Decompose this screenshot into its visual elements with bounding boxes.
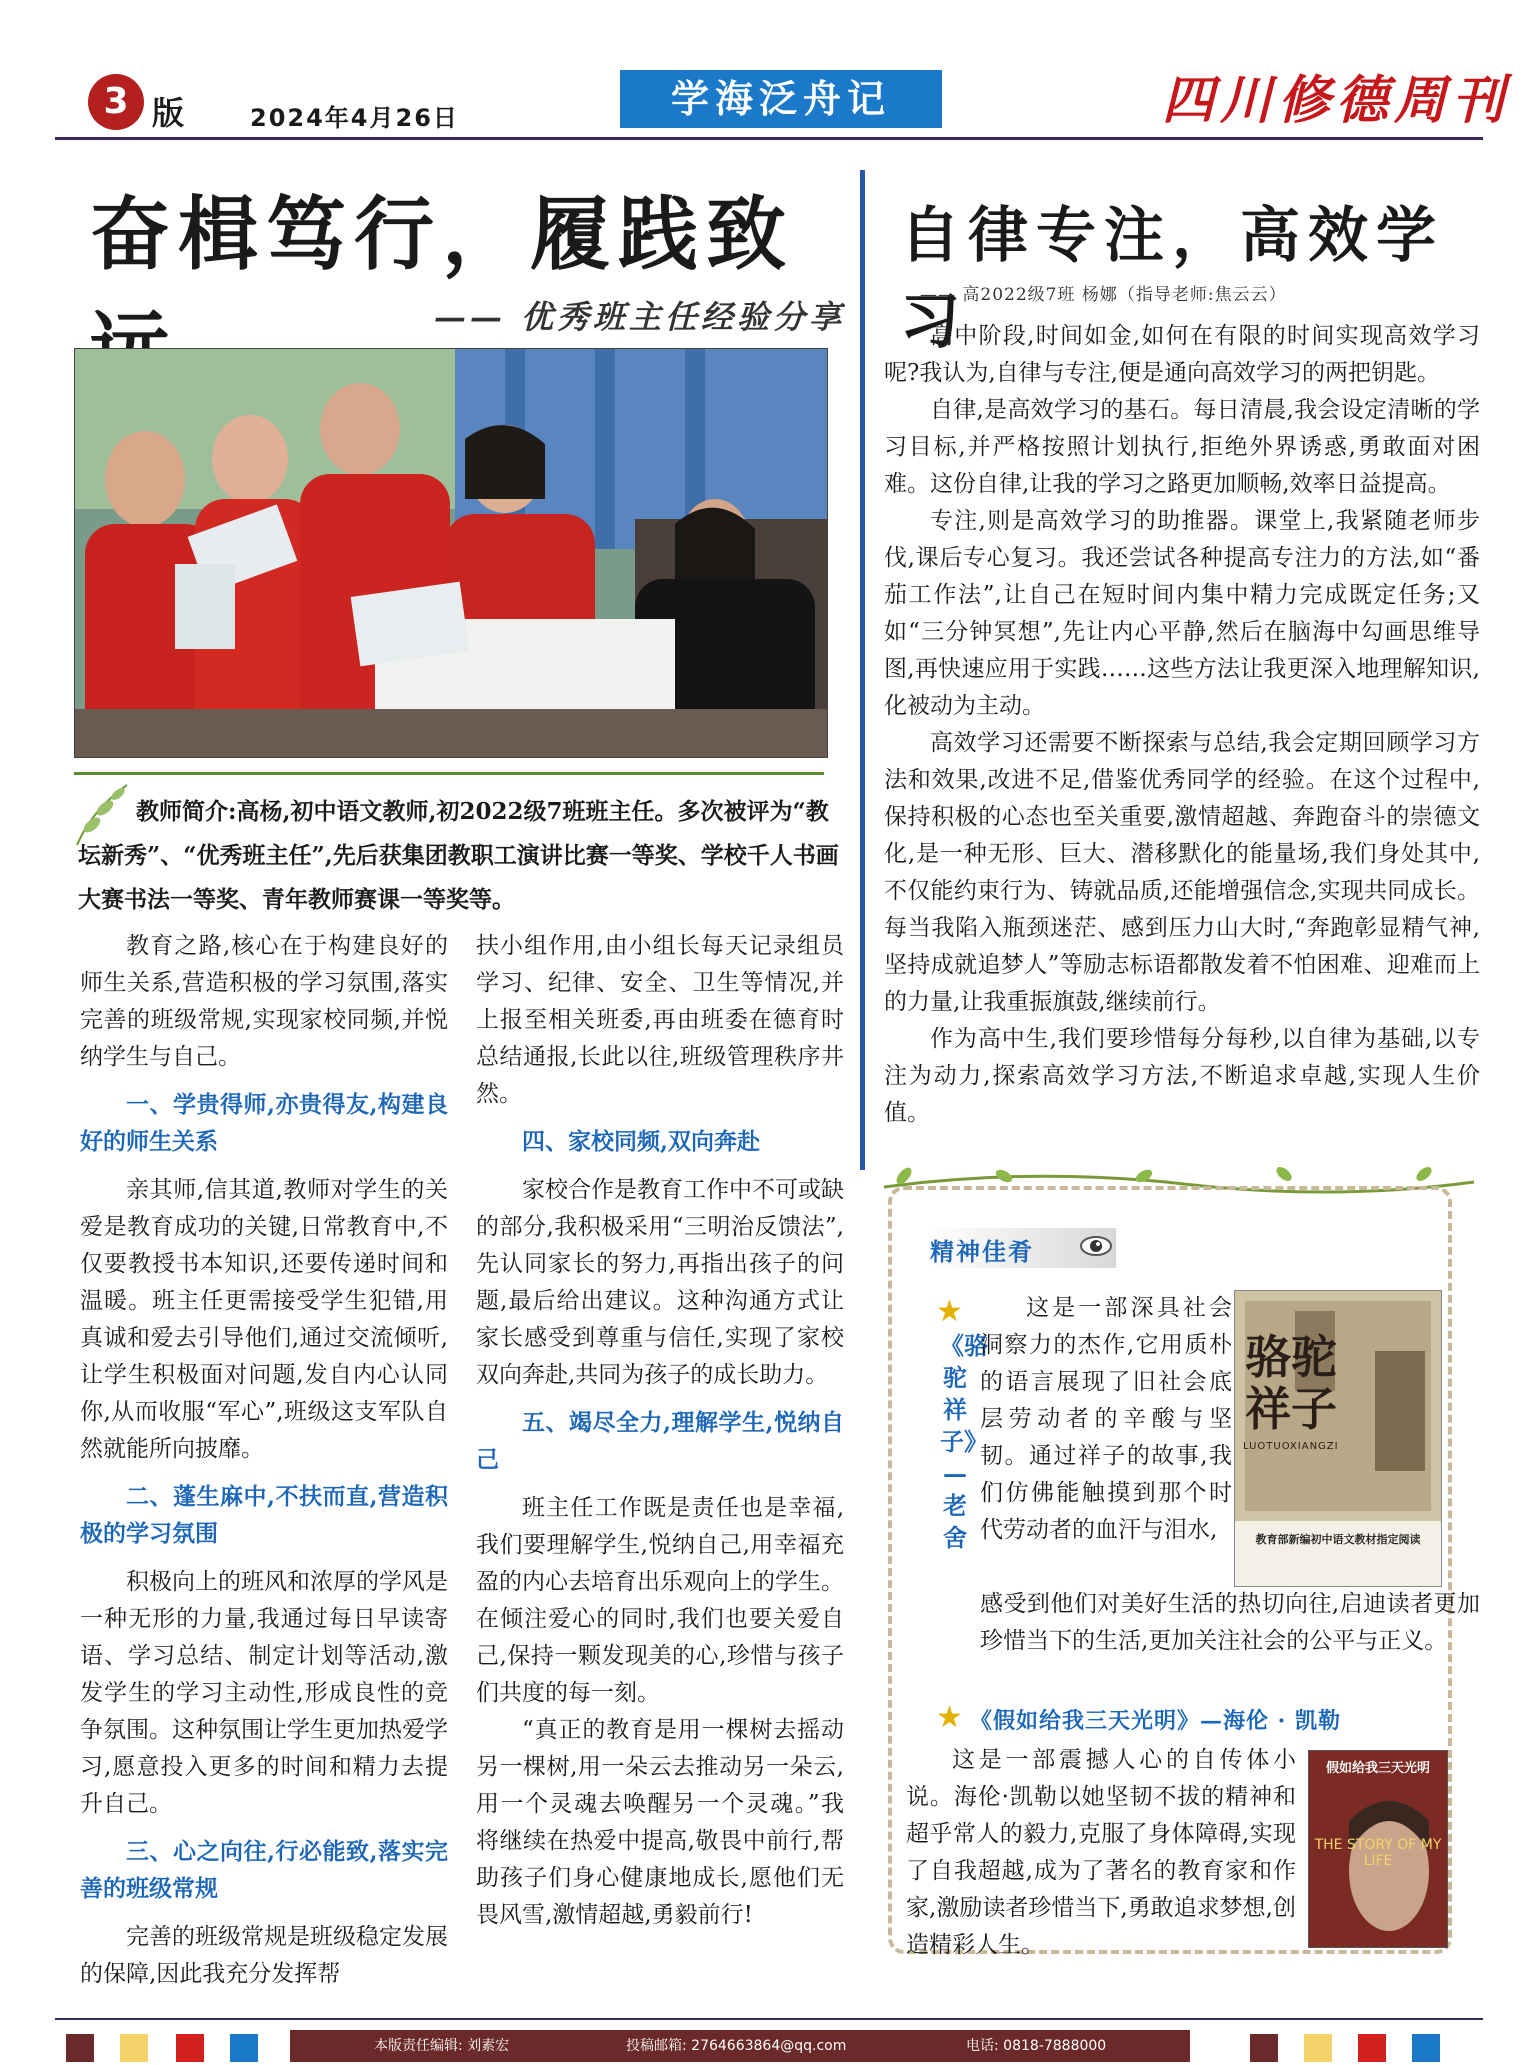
paragraph: 班主任工作既是责任也是幸福,我们要理解学生,悦纳自己,用幸福充盈的内心去培育出乐观向上的学生。在倾注爱心的同时,我们也要关爱自己,保持一颗发现美的心,珍惜与孩子们共度的每一刻。	[476, 1495, 844, 1706]
footer-square-3	[176, 2034, 204, 2062]
paragraph: 完善的班级常规是班级稳定发展的保障,因此我充分发挥帮	[80, 1924, 448, 1987]
section-heading: 五、竭尽全力,理解学生,悦纳自己	[476, 1409, 844, 1473]
paragraph: 高中阶段,时间如金,如何在有限的时间实现高效学习呢?我认为,自律与专注,便是通向高效学习的两把钥匙。	[884, 323, 1480, 386]
masthead-logo: 四川修德周刊	[1161, 70, 1510, 131]
footer-square-8	[1412, 2034, 1440, 2062]
book1-description: 这是一部深具社会洞察力的杰作,它用质朴的语言展现了旧社会底层劳动者的辛酸与坚韧。通过祥子的故事,我们仿佛能触摸到那个时代劳动者的血汗与泪水,	[980, 1295, 1232, 1543]
paragraph: 专注,则是高效学习的助推器。课堂上,我紧随老师步伐,课后专心复习。我还尝试各种提高专注力的方法,如“番茄工作法”,让自己在短时间内集中精力完成既定任务;又如“三分钟冥想”,先让内心平静,然后在脑海中勾画思维导图,再快速应用于实践……这些方法让我更深入地理解知识,化被动为主动。	[884, 508, 1480, 719]
left-article-column-1	[80, 928, 448, 1993]
section-heading: 四、家校同频,双向奔赴	[522, 1128, 761, 1155]
footer-square-6	[1304, 2034, 1332, 2062]
column-divider	[860, 170, 865, 1170]
book1-vertical-title: 《骆驼祥子》—老舍	[940, 1331, 988, 1552]
left-article-title: 奋楫笃行，履践致	[90, 187, 794, 281]
footer-rule	[55, 2018, 1483, 2020]
book2-cover-title: 假如给我三天光明	[1325, 1761, 1430, 1776]
paragraph: 高效学习还需要不断探索与总结,我会定期回顾学习方法和效果,改进不足,借鉴优秀同学的经验。在这个过程中,保持积极的心态也至关重要,激情超越、奔跑奋斗的崇德文化,是一种无形、巨大、潜移默化的能量场,我们身处其中,不仅能约束行为、铸就品质,还能增强信念,实现共同成长。每当我陷入瓶颈迷茫、感到压力山大时,“奔跑彰显精气神,坚持成就追梦人”等励志标语都散发着不怕困难、迎难而上的力量,让我重振旗鼓,继续前行。	[884, 730, 1480, 1015]
footer-square-1	[66, 2034, 94, 2062]
photo-underline	[74, 772, 824, 775]
paragraph: 亲其师,信其道,教师对学生的关爱是教育成功的关键,日常教育中,不仅要教授书本知识,还要传递时间和温暖。班主任更需接受学生犯错,用真诚和爱去引导他们,通过交流倾听,让学生积极面对问题,发自内心认同你,从而收服“军心”,班级这支军队自然就能所向披靡。	[80, 1177, 448, 1462]
left-article-column-2	[476, 928, 844, 1934]
paragraph: 积极向上的班风和浓厚的学风是一种无形的力量,我通过每日早读寄语、学习总结、制定计划等活动,激发学生的学习主动性,形成良性的竞争氛围。这种氛围让学生更加热爱学习,愿意投入更多的时间和精力去提升自己。	[80, 1569, 448, 1817]
book1-cover-pinyin: LUOTUOXIANGZI	[1243, 1441, 1339, 1452]
footer-square-5	[1250, 2034, 1278, 2062]
footer-square-4	[230, 2034, 258, 2062]
section-heading: 二、蓬生麻中,不扶而直,营造积极的学习氛围	[80, 1483, 448, 1547]
footer-bar	[290, 2030, 1190, 2062]
footer-phone: 电话: 0818-7888000	[966, 2038, 1107, 2054]
teacher-bio: 教师简介:高杨,初中语文教师,初2022级7班班主任。多次被评为“教坛新秀”、“优秀班主任”,先后获集团教职工演讲比赛一等奖、学校千人书画大赛书法一等奖、青年教师赛课一等奖等。	[78, 798, 839, 913]
footer-editor: 本版责任编辑: 刘素宏	[374, 2038, 510, 2054]
section-heading: 一、学贵得师,亦贵得友,构建良好的师生关系	[80, 1091, 448, 1155]
book2-title: 《假如给我三天光明》—海伦 · 凯勒	[970, 1708, 1341, 1734]
edition-suffix: 版	[152, 94, 185, 132]
left-article-subtitle: —— 优秀班主任经验分享	[433, 298, 845, 336]
paragraph: 扶小组作用,由小组长每天记录组员学习、纪律、安全、卫生等情况,并上报至相关班委,再由班委在德育时总结通报,长此以往,班级管理秩序井然。	[476, 933, 844, 1107]
star-icon: ★	[936, 1294, 963, 1329]
paragraph: “真正的教育是用一棵树去摇动另一棵树,用一朵云去推动另一朵云,用一个灵魂去唤醒另一个灵魂。”我将继续在热爱中提高,敬畏中前行,帮助孩子们身心健康地成长,愿他们无畏风雪,激情超越,勇毅前行!	[476, 1717, 844, 1928]
edition-number: 3	[88, 74, 144, 130]
book2-description-text: 这是一部震撼人心的自传体小说。海伦·凯勒以她坚韧不拔的精神和超乎常人的毅力,克服了身体障碍,实现了自我超越,成为了著名的教育家和作家,激励读者珍惜当下,勇敢追求梦想,创造精彩人生。	[906, 1747, 1296, 1958]
footer-square-7	[1358, 2034, 1386, 2062]
footer-square-2	[120, 2034, 148, 2062]
right-article-byline: —— 高2022级7班 杨娜（指导老师:焦云云）	[920, 285, 1287, 305]
section-banner: 学海泛舟记	[620, 70, 942, 128]
book1-cover	[1234, 1290, 1442, 1587]
footer-email: 投稿邮箱: 2764663864@qq.com	[626, 2038, 847, 2054]
classroom-photo	[74, 348, 828, 758]
right-article-body	[884, 318, 1480, 1132]
publication-date: 2024年4月26日	[250, 104, 459, 132]
paragraph: 教育之路,核心在于构建良好的师生关系,营造积极的学习氛围,落实完善的班级常规,实现家校同频,并悦纳学生与自己。	[80, 933, 448, 1070]
book2-description	[906, 1742, 1296, 1964]
book1-description-continued: 感受到他们对美好生活的热切向往,启迪读者更加珍惜当下的生活,更加关注社会的公平与正义。	[980, 1591, 1480, 1654]
classroom-photo-illustration	[75, 349, 827, 757]
book1-cover-title: 骆驼祥子	[1245, 1330, 1337, 1436]
eye-icon	[1080, 1232, 1112, 1260]
right-article-title: 自律专注，高效学习	[900, 201, 1444, 357]
paragraph: 自律,是高效学习的基石。每日清晨,我会设定清晰的学习目标,并严格按照计划执行,拒绝外界诱惑,勇敢面对困难。这份自律,让我的学习之路更加顺畅,效率日益提高。	[884, 397, 1480, 497]
section-heading: 三、心之向往,行必能致,落实完善的班级常规	[80, 1838, 448, 1902]
book-section-header: 精神佳肴	[930, 1237, 1034, 1266]
header-rule	[55, 137, 1483, 140]
star-icon: ★	[936, 1700, 963, 1735]
paragraph: 作为高中生,我们要珍惜每分每秒,以自律为基础,以专注为动力,探索高效学习方法,不断追求卓越,实现人生价值。	[884, 1026, 1480, 1126]
book2-cover-english: THE STORY OF MY LIFE	[1314, 1837, 1442, 1869]
book1-cover-note: 教育部新编初中语文教材指定阅读	[1255, 1533, 1421, 1546]
book2-cover	[1308, 1750, 1448, 1948]
paragraph: 家校合作是教育工作中不可或缺的部分,我积极采用“三明治反馈法”,先认同家长的努力,再指出孩子的问题,最后给出建议。这种沟通方式让家长感受到尊重与信任,实现了家校双向奔赴,共同为孩子的成长助力。	[476, 1177, 844, 1388]
